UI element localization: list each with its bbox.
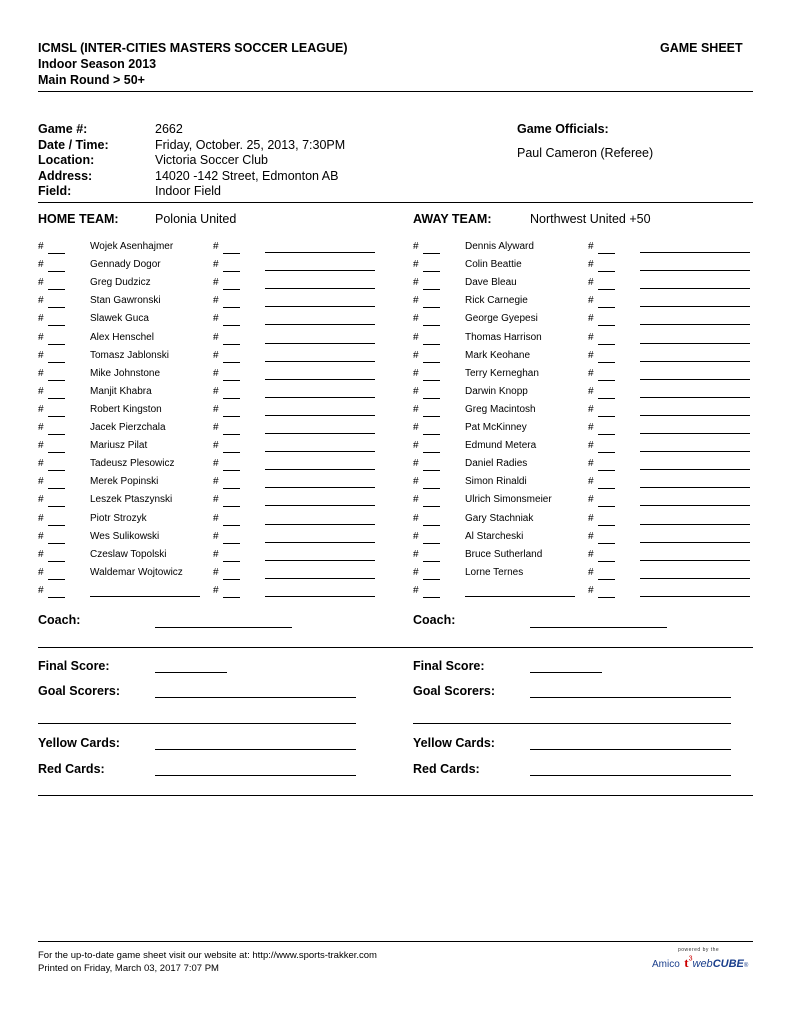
home-final-score-label: Final Score: — [38, 659, 110, 673]
away-jersey-number[interactable] — [413, 512, 440, 526]
away-coach-label: Coach: — [413, 613, 456, 627]
number-prefix: # — [588, 585, 594, 596]
number-prefix: # — [588, 313, 594, 324]
number-prefix: # — [213, 494, 219, 505]
number-prefix: # — [213, 531, 219, 542]
home-team-name: Polonia United — [155, 212, 237, 226]
datetime-value: Friday, October. 25, 2013, 7:30PM — [155, 138, 346, 152]
home-player-name: Piotr Strozyk — [90, 513, 147, 524]
sheet-title: GAME SHEET — [660, 41, 743, 55]
home-extra-jersey-number[interactable] — [213, 566, 240, 580]
logo-tm: ® — [743, 963, 749, 969]
home-extra-player-line[interactable] — [265, 397, 375, 398]
away-red-cards-line[interactable] — [530, 775, 731, 776]
header-divider — [38, 91, 753, 92]
away-player-name: Greg Macintosh — [465, 404, 536, 415]
away-extra-jersey-number[interactable] — [588, 566, 615, 580]
away-jersey-number[interactable] — [413, 276, 440, 290]
away-team-label: AWAY TEAM: — [413, 212, 492, 226]
away-extra-player-line[interactable] — [640, 487, 750, 488]
home-jersey-number[interactable] — [38, 367, 65, 381]
home-jersey-number[interactable] — [38, 385, 65, 399]
away-red-cards-label: Red Cards: — [413, 762, 480, 776]
away-extra-jersey-number[interactable] — [588, 584, 615, 598]
number-prefix: # — [413, 422, 419, 433]
home-red-cards-line[interactable] — [155, 775, 356, 776]
logo — [652, 954, 748, 972]
logo-amico: Amico — [652, 959, 680, 970]
away-player-name: Al Starcheski — [465, 531, 524, 542]
number-prefix: # — [213, 440, 219, 451]
number-prefix: # — [588, 422, 594, 433]
number-prefix: # — [413, 585, 419, 596]
number-prefix: # — [38, 440, 44, 451]
away-jersey-number[interactable] — [413, 312, 440, 326]
home-player-name: Merek Popinski — [90, 476, 159, 487]
away-extra-player-line[interactable] — [640, 415, 750, 416]
home-player-name: Wes Sulikowski — [90, 531, 160, 542]
home-extra-player-line[interactable] — [265, 379, 375, 380]
number-prefix: # — [213, 458, 219, 469]
officials-names: Paul Cameron (Referee) — [517, 146, 654, 160]
number-prefix: # — [213, 295, 219, 306]
home-jersey-number[interactable] — [38, 421, 65, 435]
away-extra-jersey-number[interactable] — [588, 530, 615, 544]
home-extra-player-line[interactable] — [265, 542, 375, 543]
away-jersey-number[interactable] — [413, 475, 440, 489]
home-extra-jersey-number[interactable] — [213, 294, 240, 308]
league-title: ICMSL (INTER-CITIES MASTERS SOCCER LEAGUE) — [38, 41, 348, 55]
home-player-name: Jacek Pierzchala — [90, 422, 166, 433]
number-prefix: # — [413, 476, 419, 487]
number-prefix: # — [38, 350, 44, 361]
home-extra-player-line[interactable] — [265, 324, 375, 325]
away-player-name: Pat McKinney — [465, 422, 527, 433]
home-player-name: Tomasz Jablonski — [90, 350, 169, 361]
home-extra-jersey-number[interactable] — [213, 530, 240, 544]
number-prefix: # — [588, 494, 594, 505]
home-yellow-cards-line[interactable] — [155, 749, 356, 750]
number-prefix: # — [413, 277, 419, 288]
away-player-name: Terry Kerneghan — [465, 368, 539, 379]
home-jersey-number[interactable] — [38, 258, 65, 272]
number-prefix: # — [588, 549, 594, 560]
away-final-score-label: Final Score: — [413, 659, 485, 673]
number-prefix: # — [588, 458, 594, 469]
number-prefix: # — [38, 259, 44, 270]
address-value: 14020 -142 Street, Edmonton AB — [155, 169, 339, 183]
home-extra-jersey-number[interactable] — [213, 457, 240, 471]
home-extra-player-line[interactable] — [265, 578, 375, 579]
number-prefix: # — [213, 476, 219, 487]
number-prefix: # — [588, 440, 594, 451]
away-jersey-number[interactable] — [413, 240, 440, 254]
number-prefix: # — [38, 241, 44, 252]
home-jersey-number[interactable] — [38, 439, 65, 453]
home-jersey-number[interactable] — [38, 240, 65, 254]
home-jersey-number[interactable] — [38, 512, 65, 526]
number-prefix: # — [213, 567, 219, 578]
number-prefix: # — [213, 277, 219, 288]
home-jersey-number[interactable] — [38, 312, 65, 326]
away-player-name: Gary Stachniak — [465, 513, 534, 524]
home-player-name: Mariusz Pilat — [90, 440, 148, 451]
number-prefix: # — [413, 513, 419, 524]
logo-web: web — [692, 958, 713, 970]
home-extra-jersey-number[interactable] — [213, 331, 240, 345]
home-player-name: Stan Gawronski — [90, 295, 161, 306]
number-prefix: # — [413, 549, 419, 560]
away-jersey-number[interactable] — [413, 403, 440, 417]
home-player-name: Greg Dudzicz — [90, 277, 151, 288]
number-prefix: # — [38, 494, 44, 505]
away-extra-player-line[interactable] — [640, 578, 750, 579]
away-yellow-cards-label: Yellow Cards: — [413, 736, 495, 750]
number-prefix: # — [588, 350, 594, 361]
number-prefix: # — [413, 241, 419, 252]
home-player-name: Mike Johnstone — [90, 368, 161, 379]
number-prefix: # — [38, 476, 44, 487]
home-player-name: Gennady Dogor — [90, 259, 161, 270]
away-player-name: Mark Keohane — [465, 350, 531, 361]
away-jersey-number[interactable] — [413, 331, 440, 345]
away-player-name: Lorne Ternes — [465, 567, 524, 578]
home-jersey-number[interactable] — [38, 294, 65, 308]
away-goal-scorers-line-2[interactable] — [413, 723, 731, 724]
number-prefix: # — [413, 386, 419, 397]
away-extra-player-line[interactable] — [640, 361, 750, 362]
home-jersey-number[interactable] — [38, 566, 65, 580]
number-prefix: # — [38, 567, 44, 578]
number-prefix: # — [413, 332, 419, 343]
home-extra-jersey-number[interactable] — [213, 276, 240, 290]
home-extra-player-line[interactable] — [265, 596, 375, 597]
away-extra-jersey-number[interactable] — [588, 493, 615, 507]
away-player-name: Dave Bleau — [465, 277, 517, 288]
number-prefix: # — [38, 513, 44, 524]
away-extra-jersey-number[interactable] — [588, 421, 615, 435]
home-extra-player-line[interactable] — [265, 469, 375, 470]
number-prefix: # — [413, 404, 419, 415]
home-jersey-number[interactable] — [38, 530, 65, 544]
number-prefix: # — [413, 259, 419, 270]
away-extra-jersey-number[interactable] — [588, 439, 615, 453]
home-extra-player-line[interactable] — [265, 415, 375, 416]
number-prefix: # — [213, 241, 219, 252]
logo-sup: 3 — [688, 955, 693, 963]
away-extra-player-line[interactable] — [640, 560, 750, 561]
home-extra-player-line[interactable] — [265, 270, 375, 271]
home-coach-label: Coach: — [38, 613, 81, 627]
number-prefix: # — [213, 513, 219, 524]
home-extra-jersey-number[interactable] — [213, 548, 240, 562]
officials-label: Game Officials: — [517, 122, 609, 136]
number-prefix: # — [413, 295, 419, 306]
home-extra-jersey-number[interactable] — [213, 385, 240, 399]
away-player-name: Darwin Knopp — [465, 386, 528, 397]
home-extra-jersey-number[interactable] — [213, 367, 240, 381]
away-extra-jersey-number[interactable] — [588, 385, 615, 399]
number-prefix: # — [413, 313, 419, 324]
home-extra-player-line[interactable] — [265, 306, 375, 307]
away-extra-jersey-number[interactable] — [588, 475, 615, 489]
away-player-name: Bruce Sutherland — [465, 549, 543, 560]
away-extra-player-line[interactable] — [640, 343, 750, 344]
away-final-score-line[interactable] — [530, 672, 602, 673]
address-label: Address: — [38, 169, 93, 183]
away-jersey-number[interactable] — [413, 258, 440, 272]
number-prefix: # — [213, 404, 219, 415]
away-yellow-cards-line[interactable] — [530, 749, 731, 750]
away-jersey-number[interactable] — [413, 439, 440, 453]
away-player-name: George Gyepesi — [465, 313, 538, 324]
away-player-name: Thomas Harrison — [465, 332, 542, 343]
away-extra-jersey-number[interactable] — [588, 276, 615, 290]
home-extra-jersey-number[interactable] — [213, 439, 240, 453]
home-jersey-number[interactable] — [38, 548, 65, 562]
number-prefix: # — [413, 531, 419, 542]
game-number-label: Game #: — [38, 122, 88, 136]
away-extra-player-line[interactable] — [640, 379, 750, 380]
away-jersey-number[interactable] — [413, 349, 440, 363]
home-extra-jersey-number[interactable] — [213, 421, 240, 435]
home-extra-player-line[interactable] — [265, 524, 375, 525]
logo-powered-by: powered by the — [678, 947, 720, 953]
number-prefix: # — [213, 368, 219, 379]
number-prefix: # — [588, 295, 594, 306]
number-prefix: # — [38, 313, 44, 324]
home-extra-player-line[interactable] — [265, 451, 375, 452]
home-jersey-number[interactable] — [38, 475, 65, 489]
home-player-name: Alex Henschel — [90, 332, 154, 343]
field-value: Indoor Field — [155, 184, 222, 198]
away-jersey-number[interactable] — [413, 566, 440, 580]
away-goal-scorers-label: Goal Scorers: — [413, 684, 495, 698]
away-player-name: Dennis Alyward — [465, 241, 534, 252]
away-extra-player-line[interactable] — [640, 542, 750, 543]
number-prefix: # — [588, 476, 594, 487]
coach-divider — [38, 647, 753, 648]
info-divider — [38, 202, 753, 203]
away-extra-jersey-number[interactable] — [588, 403, 615, 417]
home-extra-jersey-number[interactable] — [213, 584, 240, 598]
logo-cube: CUBE — [712, 958, 744, 970]
footer-website-note: For the up-to-date game sheet visit our website at: http://www.sports-trakker.com — [38, 950, 377, 961]
away-extra-jersey-number[interactable] — [588, 457, 615, 471]
number-prefix: # — [588, 241, 594, 252]
away-jersey-number[interactable] — [413, 457, 440, 471]
away-team-name: Northwest United +50 — [530, 212, 651, 226]
number-prefix: # — [38, 422, 44, 433]
number-prefix: # — [213, 585, 219, 596]
away-extra-jersey-number[interactable] — [588, 349, 615, 363]
home-goal-scorers-label: Goal Scorers: — [38, 684, 120, 698]
home-extra-player-line[interactable] — [265, 361, 375, 362]
home-player-name: Tadeusz Plesowicz — [90, 458, 175, 469]
home-extra-player-line[interactable] — [265, 560, 375, 561]
home-jersey-number[interactable] — [38, 584, 65, 598]
season-title: Indoor Season 2013 — [38, 57, 157, 71]
away-extra-jersey-number[interactable] — [588, 512, 615, 526]
home-jersey-number[interactable] — [38, 493, 65, 507]
home-extra-jersey-number[interactable] — [213, 312, 240, 326]
home-extra-player-line[interactable] — [265, 433, 375, 434]
away-player-name: Colin Beattie — [465, 259, 522, 270]
home-extra-jersey-number[interactable] — [213, 349, 240, 363]
away-extra-jersey-number[interactable] — [588, 367, 615, 381]
number-prefix: # — [588, 567, 594, 578]
location-label: Location: — [38, 153, 95, 167]
logo-t: t — [684, 955, 689, 970]
away-player-name: Edmund Metera — [465, 440, 537, 451]
home-extra-jersey-number[interactable] — [213, 258, 240, 272]
number-prefix: # — [38, 404, 44, 415]
number-prefix: # — [213, 259, 219, 270]
away-jersey-number[interactable] — [413, 385, 440, 399]
home-jersey-number[interactable] — [38, 331, 65, 345]
away-extra-jersey-number[interactable] — [588, 548, 615, 562]
game-number: 2662 — [155, 122, 183, 136]
home-player-name: Leszek Ptaszynski — [90, 494, 173, 505]
number-prefix: # — [588, 368, 594, 379]
away-jersey-number[interactable] — [413, 294, 440, 308]
home-extra-player-line[interactable] — [265, 288, 375, 289]
footer-divider — [38, 941, 753, 942]
number-prefix: # — [413, 350, 419, 361]
home-player-name-blank[interactable] — [90, 596, 200, 597]
away-jersey-number[interactable] — [413, 548, 440, 562]
home-player-name: Wojek Asenhajmer — [90, 241, 174, 252]
away-extra-player-line[interactable] — [640, 306, 750, 307]
number-prefix: # — [588, 386, 594, 397]
home-player-name: Slawek Guca — [90, 313, 149, 324]
home-player-name: Robert Kingston — [90, 404, 162, 415]
away-jersey-number[interactable] — [413, 493, 440, 507]
location-value: Victoria Soccer Club — [155, 153, 269, 167]
number-prefix: # — [38, 332, 44, 343]
number-prefix: # — [38, 368, 44, 379]
away-player-name-blank[interactable] — [465, 596, 575, 597]
number-prefix: # — [213, 332, 219, 343]
number-prefix: # — [413, 458, 419, 469]
number-prefix: # — [213, 549, 219, 560]
away-extra-jersey-number[interactable] — [588, 258, 615, 272]
home-extra-jersey-number[interactable] — [213, 512, 240, 526]
home-goal-scorers-line-2[interactable] — [38, 723, 356, 724]
number-prefix: # — [588, 277, 594, 288]
home-yellow-cards-label: Yellow Cards: — [38, 736, 120, 750]
away-extra-jersey-number[interactable] — [588, 240, 615, 254]
home-player-name: Czeslaw Topolski — [90, 549, 167, 560]
number-prefix: # — [213, 422, 219, 433]
away-jersey-number[interactable] — [413, 367, 440, 381]
home-player-name: Manjit Khabra — [90, 386, 152, 397]
home-red-cards-label: Red Cards: — [38, 762, 105, 776]
footer-printed: Printed on Friday, March 03, 2017 7:07 PM — [38, 963, 219, 974]
away-extra-player-line[interactable] — [640, 288, 750, 289]
home-jersey-number[interactable] — [38, 403, 65, 417]
number-prefix: # — [413, 567, 419, 578]
number-prefix: # — [413, 440, 419, 451]
number-prefix: # — [38, 458, 44, 469]
number-prefix: # — [213, 386, 219, 397]
number-prefix: # — [413, 494, 419, 505]
number-prefix: # — [413, 368, 419, 379]
away-extra-player-line[interactable] — [640, 505, 750, 506]
number-prefix: # — [38, 295, 44, 306]
home-jersey-number[interactable] — [38, 276, 65, 290]
away-extra-jersey-number[interactable] — [588, 312, 615, 326]
number-prefix: # — [213, 350, 219, 361]
home-extra-player-line[interactable] — [265, 343, 375, 344]
home-coach-line[interactable] — [155, 627, 292, 628]
away-extra-jersey-number[interactable] — [588, 294, 615, 308]
away-extra-jersey-number[interactable] — [588, 331, 615, 345]
home-extra-jersey-number[interactable] — [213, 493, 240, 507]
home-goal-scorers-line[interactable] — [155, 697, 356, 698]
away-player-name: Rick Carnegie — [465, 295, 528, 306]
away-extra-player-line[interactable] — [640, 451, 750, 452]
away-extra-player-line[interactable] — [640, 324, 750, 325]
away-goal-scorers-line[interactable] — [530, 697, 731, 698]
score-divider — [38, 795, 753, 796]
away-jersey-number[interactable] — [413, 530, 440, 544]
home-extra-jersey-number[interactable] — [213, 240, 240, 254]
number-prefix: # — [38, 386, 44, 397]
away-extra-player-line[interactable] — [640, 524, 750, 525]
away-extra-player-line[interactable] — [640, 433, 750, 434]
away-jersey-number[interactable] — [413, 421, 440, 435]
number-prefix: # — [213, 313, 219, 324]
number-prefix: # — [38, 531, 44, 542]
home-extra-jersey-number[interactable] — [213, 475, 240, 489]
datetime-label: Date / Time: — [38, 138, 109, 152]
home-team-label: HOME TEAM: — [38, 212, 119, 226]
away-extra-player-line[interactable] — [640, 397, 750, 398]
home-final-score-line[interactable] — [155, 672, 227, 673]
home-extra-player-line[interactable] — [265, 252, 375, 253]
number-prefix: # — [38, 549, 44, 560]
away-player-name: Ulrich Simonsmeier — [465, 494, 552, 505]
away-extra-player-line[interactable] — [640, 270, 750, 271]
away-player-name: Daniel Radies — [465, 458, 528, 469]
number-prefix: # — [588, 531, 594, 542]
home-jersey-number[interactable] — [38, 349, 65, 363]
home-extra-player-line[interactable] — [265, 487, 375, 488]
home-jersey-number[interactable] — [38, 457, 65, 471]
number-prefix: # — [588, 513, 594, 524]
away-extra-player-line[interactable] — [640, 252, 750, 253]
away-player-name: Simon Rinaldi — [465, 476, 527, 487]
home-extra-player-line[interactable] — [265, 505, 375, 506]
number-prefix: # — [38, 585, 44, 596]
field-label: Field: — [38, 184, 72, 198]
away-jersey-number[interactable] — [413, 584, 440, 598]
away-coach-line[interactable] — [530, 627, 667, 628]
away-extra-player-line[interactable] — [640, 596, 750, 597]
away-extra-player-line[interactable] — [640, 469, 750, 470]
home-player-name: Waldemar Wojtowicz — [90, 567, 183, 578]
number-prefix: # — [588, 332, 594, 343]
number-prefix: # — [38, 277, 44, 288]
round-title: Main Round > 50+ — [38, 73, 145, 87]
number-prefix: # — [588, 259, 594, 270]
number-prefix: # — [588, 404, 594, 415]
home-extra-jersey-number[interactable] — [213, 403, 240, 417]
